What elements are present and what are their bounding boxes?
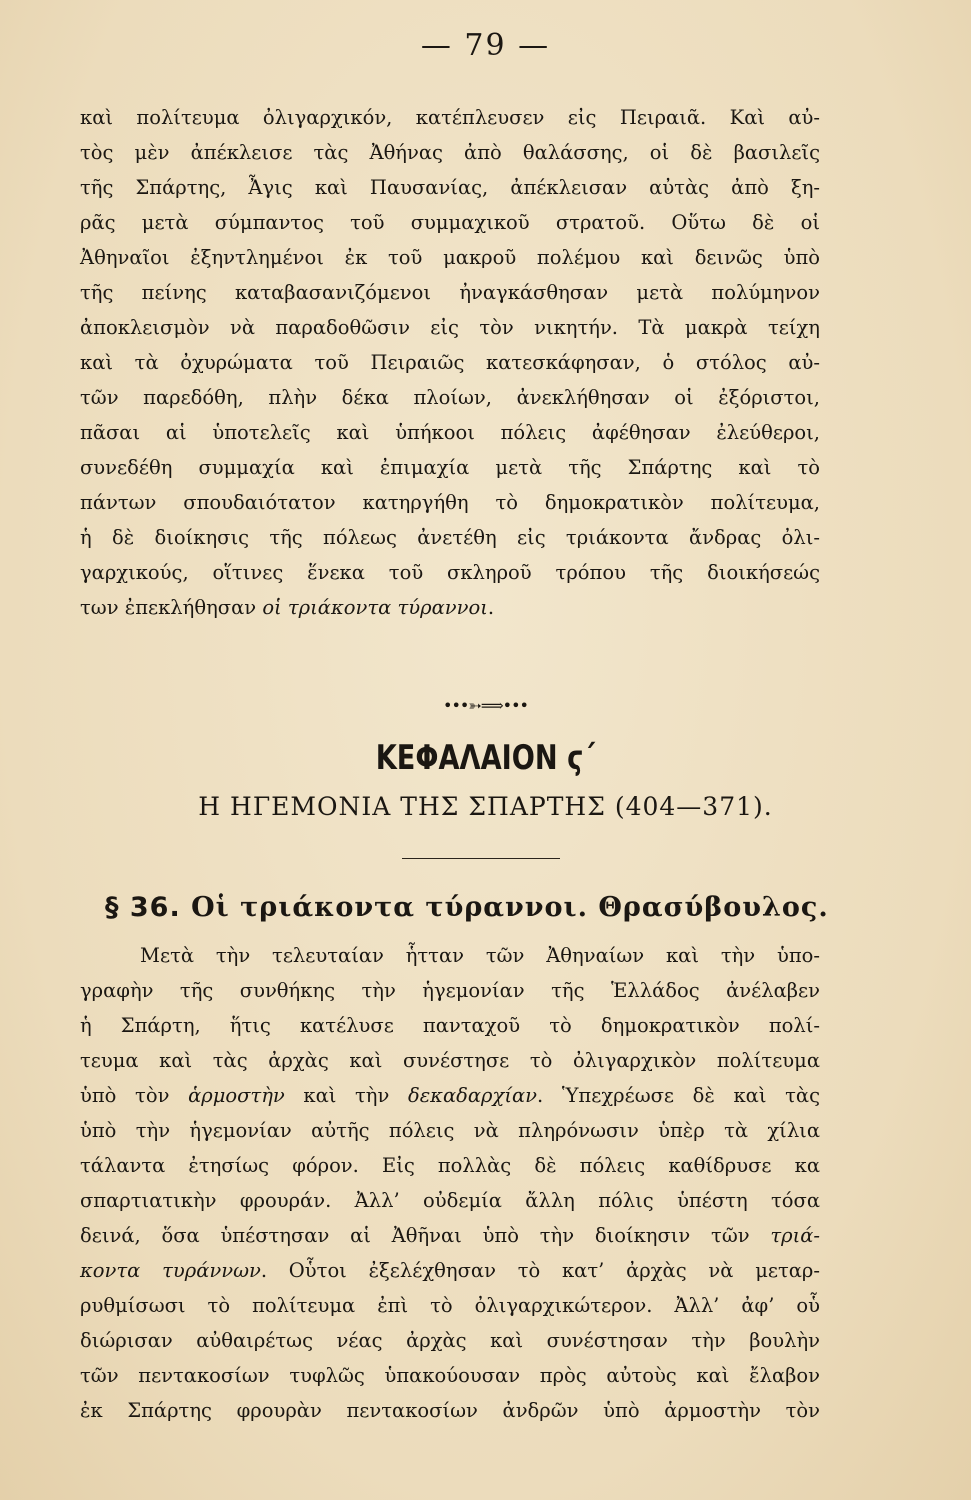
page-number: — 79 — <box>420 28 551 63</box>
paragraph-2 <box>80 938 820 1428</box>
text-line: ρᾶς μετὰ σύμπαντος τοῦ συμμαχικοῦ στρατοῦ. Οὕτω δὲ οἱ <box>80 211 820 234</box>
text-line: τῆς πείνης καταβασανιζόμενοι ἠναγκάσθησαν μετὰ πολύμηνον <box>80 281 820 304</box>
text-line: ἡ δὲ διοίκησις τῆς πόλεως ἀνετέθη εἰς τριάκοντα ἄνδρας ὀλι- <box>80 526 820 549</box>
text-line: τῶν πεντακοσίων τυφλῶς ὑπακούουσαν πρὸς αὐτοὺς καὶ ἔλαβον <box>80 1364 820 1387</box>
text-line: ἐκ Σπάρτης φρουρὰν πεντακοσίων ἀνδρῶν ὑπὸ ἁρμοστὴν τὸν <box>80 1399 820 1422</box>
text-line: τὸς μὲν ἀπέκλεισε τὰς Ἀθήνας ἀπὸ θαλάσσης, οἱ δὲ βασιλεῖς <box>80 141 820 164</box>
italic-term: τριά- <box>770 1224 820 1247</box>
text-line-last <box>80 590 820 625</box>
text-line: πάντων σπουδαιότατον κατηργήθη τὸ δημοκρατικὸν πολίτευμα, <box>80 491 820 514</box>
text-line: σπαρτιατικὴν φρουράν. Ἀλλ’ οὐδεμία ἄλλη πόλις ὑπέστη τόσα <box>80 1189 820 1212</box>
text-line: τῆς Σπάρτης, Ἆγις καὶ Παυσανίας, ἀπέκλεισαν αὐτὰς ἀπὸ ξη- <box>80 176 820 199</box>
text-run: καὶ τὴν <box>284 1084 408 1107</box>
paragraph-1 <box>80 100 820 625</box>
section-number: § 36. <box>105 892 181 923</box>
text-line: Ἀθηναῖοι ἐξηντλημένοι ἐκ τοῦ μακροῦ πολέμου καὶ δεινῶς ὑπὸ <box>80 246 820 269</box>
section-heading <box>105 892 845 923</box>
italic-term: δεκαδαρχίαν <box>407 1084 537 1107</box>
text-line: γαρχικούς, οἵτινες ἕνεκα τοῦ σκληροῦ τρόπου τῆς διοικήσεώς <box>80 561 820 584</box>
chapter-title: Η ΗΓΕΜΟΝΙΑ ΤΗΣ ΣΠΑΡΤΗΣ (404—371). <box>198 792 773 821</box>
text-line: ρυθμίσωσι τὸ πολίτευμα ἐπὶ τὸ ὀλιγαρχικώτερον. Ἀλλ’ ἀφ’ οὗ <box>80 1294 820 1317</box>
text-line <box>80 1078 820 1113</box>
text-line: τευμα καὶ τὰς ἀρχὰς καὶ συνέστησε τὸ ὀλιγαρχικὸν πολίτευμα <box>80 1049 820 1072</box>
text-run: . <box>487 596 495 619</box>
text-line: συνεδέθη συμμαχία καὶ ἐπιμαχία μετὰ τῆς Σπάρτης καὶ τὸ <box>80 456 820 479</box>
text-line: πᾶσαι αἱ ὑποτελεῖς καὶ ὑπήκοοι πόλεις ἀφέθησαν ἐλεύθεροι, <box>80 421 820 444</box>
text-run: . Ὑπεχρέωσε δὲ καὶ τὰς <box>537 1084 820 1107</box>
text-line: Μετὰ τὴν τελευταίαν ἧτταν τῶν Ἀθηναίων καὶ τὴν ὑπο- <box>140 944 820 967</box>
text-run: των ἐπεκλήθησαν <box>80 596 263 619</box>
text-run: . Οὗτοι ἐξελέχθησαν τὸ κατ’ ἀρχὰς νὰ μεταρ- <box>260 1259 820 1282</box>
text-line: ὑπὸ τὴν ἡγεμονίαν αὐτῆς πόλεις νὰ πληρόνωσιν ὑπὲρ τὰ χίλια <box>80 1119 820 1142</box>
text-line: καὶ πολίτευμα ὀλιγαρχικόν, κατέπλευσεν εἰς Πειραιᾶ. Καὶ αὐ- <box>80 106 820 129</box>
ornament-divider: •••➳⟹••• <box>443 696 528 715</box>
text-run: ὑπὸ τὸν <box>80 1084 189 1107</box>
text-line: ἀποκλεισμὸν νὰ παραδοθῶσιν εἰς τὸν νικητήν. Τὰ μακρὰ τείχη <box>80 316 820 339</box>
text-line <box>80 1218 820 1253</box>
section-title: Οἱ τριάκοντα τύραννοι. Θρασύβουλος. <box>191 892 829 923</box>
text-line: καὶ τὰ ὀχυρώματα τοῦ Πειραιῶς κατεσκάφησαν, ὁ στόλος αὐ- <box>80 351 820 374</box>
text-run: δεινά, ὅσα ὑπέστησαν αἱ Ἀθῆναι ὑπὸ τὴν διοίκησιν τῶν <box>80 1224 771 1247</box>
divider-rule <box>402 858 560 859</box>
text-line: τῶν παρεδόθη, πλὴν δέκα πλοίων, ἀνεκλήθησαν οἱ ἐξόριστοι, <box>80 386 820 409</box>
italic-term: κοντα τυράννων <box>80 1259 261 1282</box>
text-line: τάλαντα ἐτησίως φόρον. Εἰς πολλὰς δὲ πόλεις καθίδρυσε κα <box>80 1154 820 1177</box>
text-line: γραφὴν τῆς συνθήκης τὴν ἡγεμονίαν τῆς Ἑλλάδος ἀνέλαβεν <box>80 979 820 1002</box>
italic-term: ἁρμοστὴν <box>188 1084 285 1107</box>
chapter-heading: ΚΕΦΑΛΑΙΟΝ ϛ΄ <box>375 738 596 778</box>
text-line <box>80 1253 820 1288</box>
text-line: διώρισαν αὐθαιρέτως νέας ἀρχὰς καὶ συνέστησαν τὴν βουλὴν <box>80 1329 820 1352</box>
italic-term: οἱ τριάκοντα τύραννοι <box>262 596 488 619</box>
text-line: ἡ Σπάρτη, ἥτις κατέλυσε πανταχοῦ τὸ δημοκρατικὸν πολί- <box>80 1014 820 1037</box>
